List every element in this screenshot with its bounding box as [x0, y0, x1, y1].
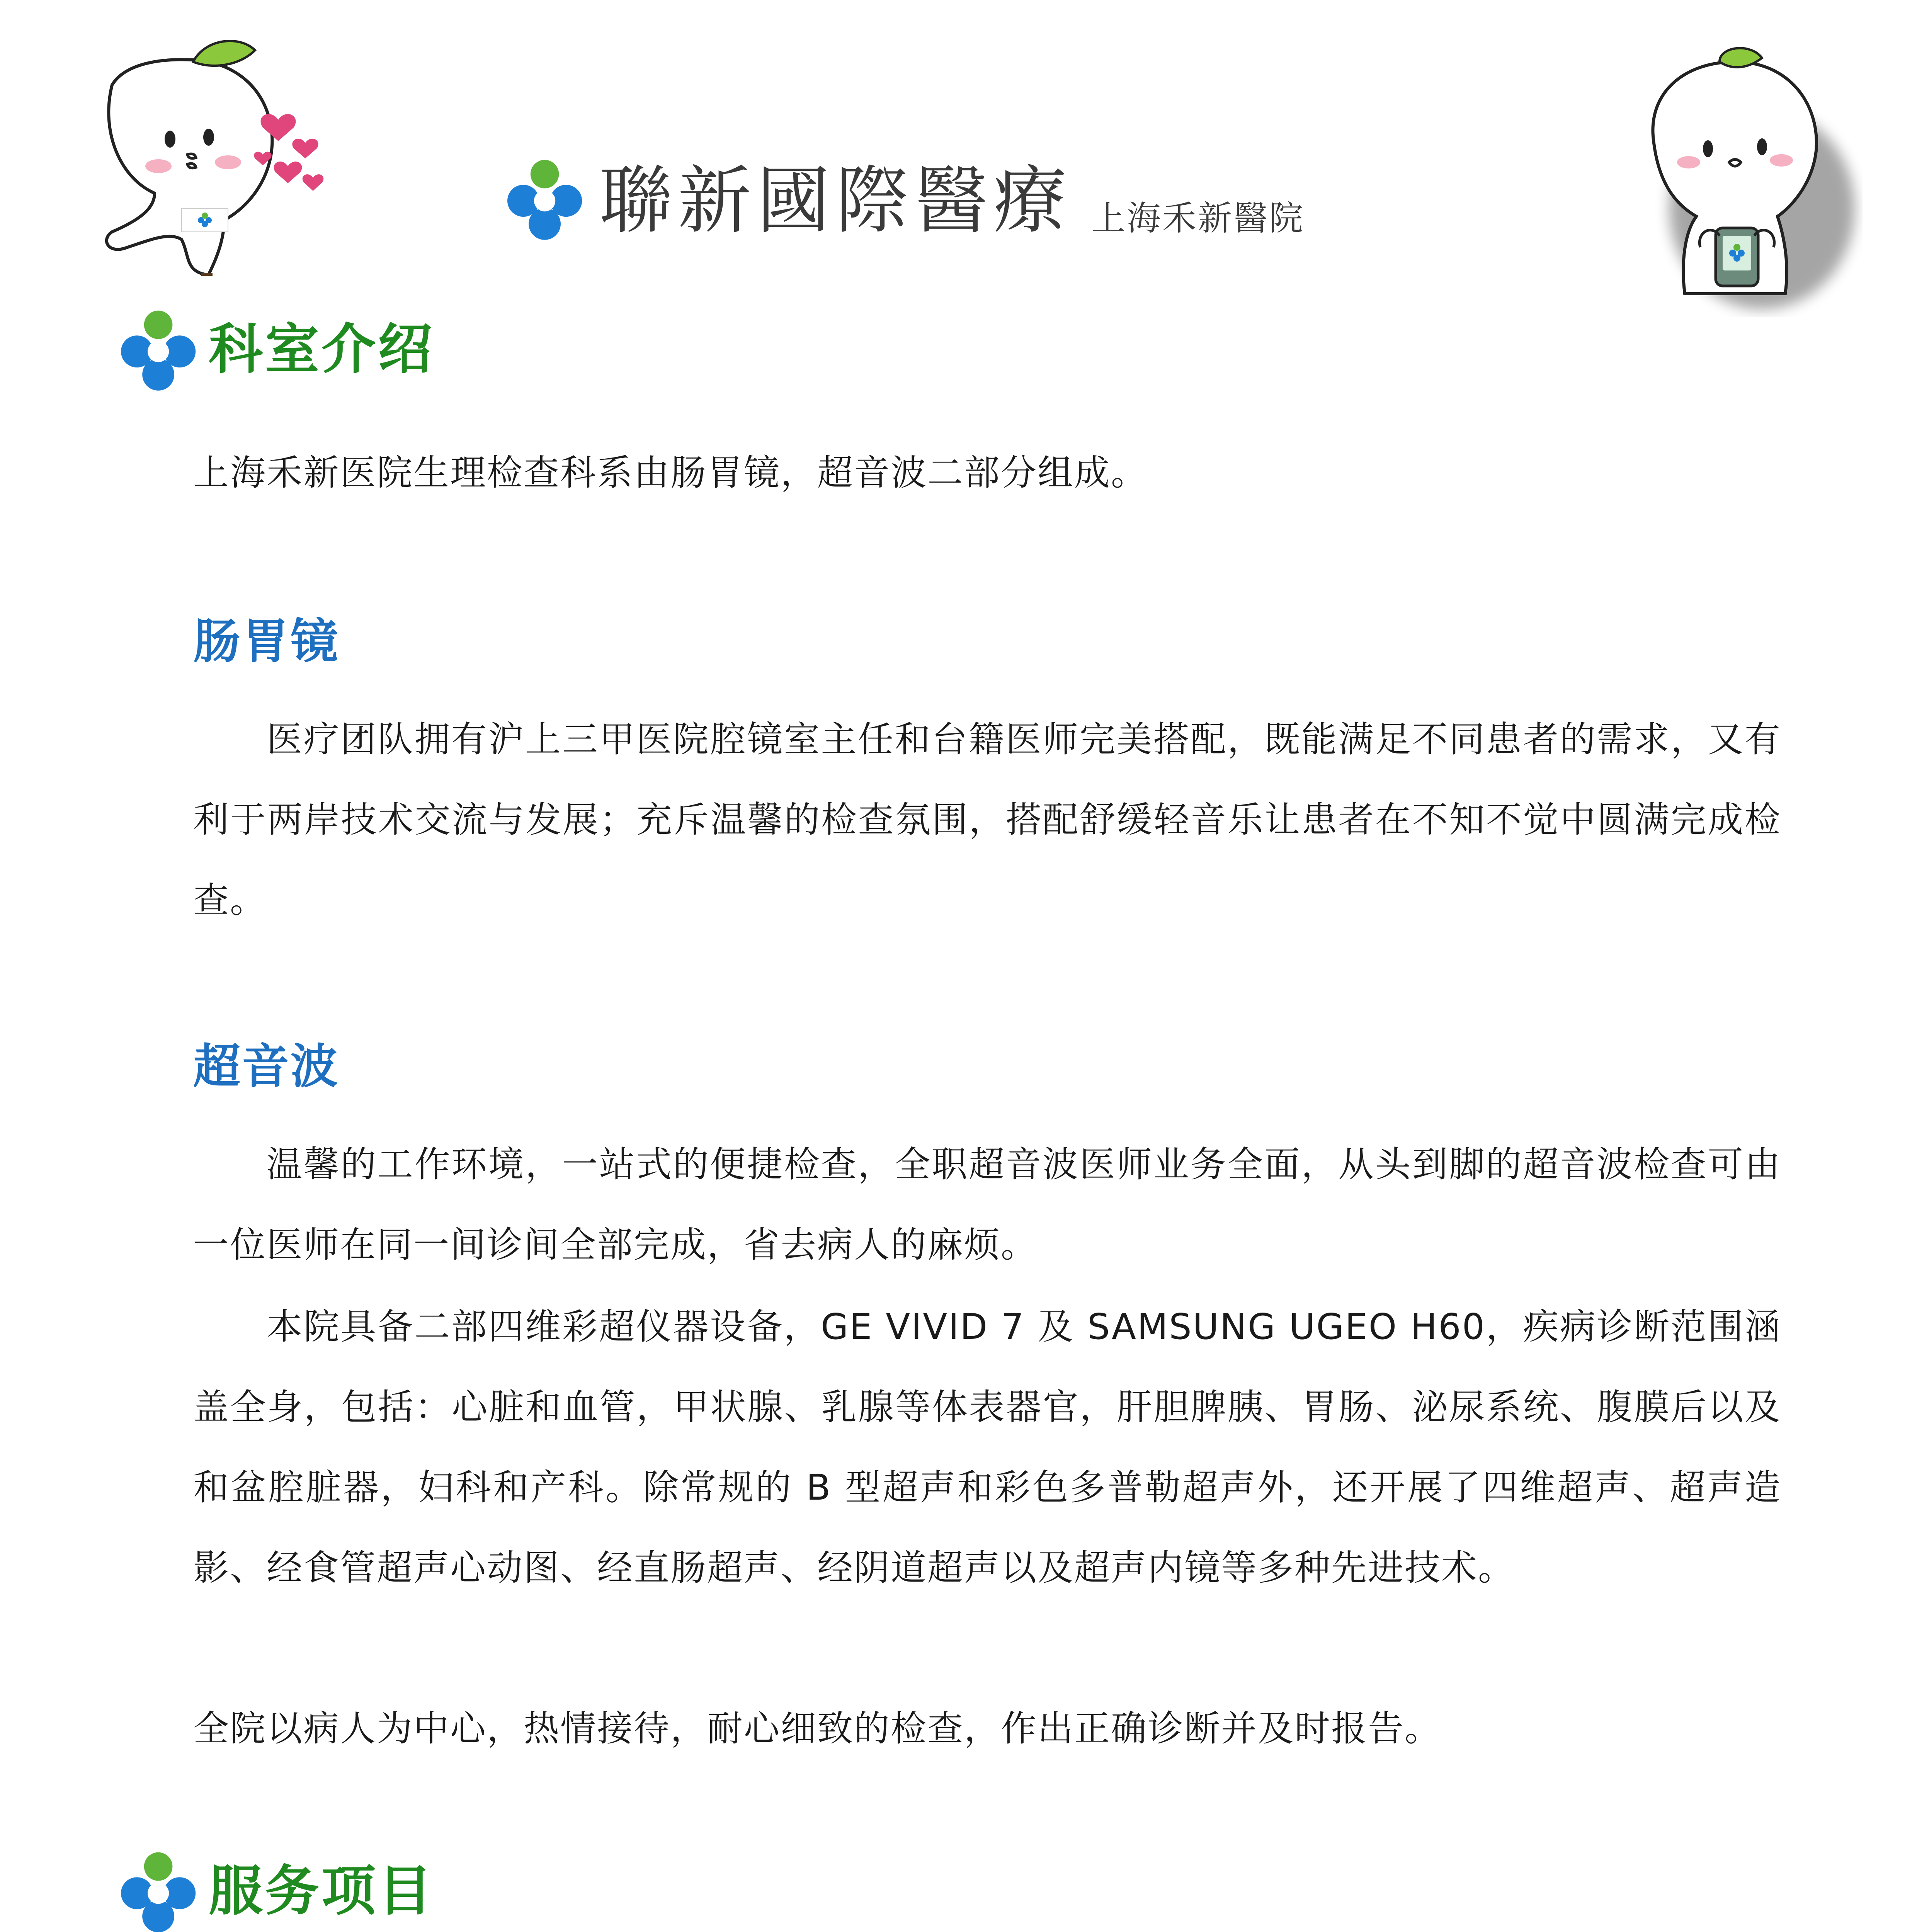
- endoscopy-paragraph: 医疗团队拥有沪上三甲医院腔镜室主任和台籍医师完美搭配，既能满足不同患者的需求，又有利于两岸技术交流与发展；充斥温馨的检查氛围，搭配舒缓轻音乐让患者在不知不觉中圆满完成检查。: [193, 719, 1781, 921]
- brand-subtitle: 上海禾新醫院: [1091, 198, 1305, 238]
- section-title: 科室介绍: [209, 318, 435, 381]
- flower-bullet-icon: [112, 305, 201, 394]
- section-title: 服务项目: [209, 1860, 435, 1923]
- section-heading-intro: [112, 305, 434, 394]
- brand-name: 聯新國際醫療: [599, 158, 1072, 243]
- page-header: [0, 0, 1917, 332]
- intro-summary: 上海禾新医院生理检查科系由肠胃镜，超音波二部分组成。: [193, 452, 1148, 493]
- intro-closing: 全院以病人为中心，热情接待，耐心细致的检查，作出正确诊断并及时报告。: [193, 1708, 1442, 1749]
- ultrasound-paragraph-1: 温馨的工作环境，一站式的便捷检查，全职超音波医师业务全面，从头到脚的超音波检查可由一位医师在同一间诊间全部完成，省去病人的麻烦。: [193, 1144, 1781, 1265]
- flower-bullet-icon: [112, 1847, 201, 1932]
- subsection-title-endoscopy: 肠胃镜: [193, 614, 339, 669]
- subsection-title-ultrasound: 超音波: [193, 1039, 339, 1094]
- ultrasound-paragraph-2: 本院具备二部四维彩超仪器设备，GE VIVID 7 及 SAMSUNG UGEO H60，疾病诊断范围涵盖全身，包括：心脏和血管，甲状腺、乳腺等体表器官，肝胆脾胰、胃肠、泌尿系统、腹膜后以及和盆腔脏器，妇科和产科。除常规的 B 型超声和彩色多普勒超声外，还开展了四维超声、超声造影、经食管超声心动图、经直肠超声、经阴道超声以及超声内镜等多种先进技术。: [193, 1306, 1781, 1588]
- mascot-kiss-illustration: [77, 39, 328, 286]
- mascot-phone-illustration: [1623, 46, 1863, 317]
- brand-flower-logo-icon: [498, 155, 587, 243]
- brand-lockup: [498, 143, 1305, 243]
- section-heading-services: [112, 1847, 434, 1932]
